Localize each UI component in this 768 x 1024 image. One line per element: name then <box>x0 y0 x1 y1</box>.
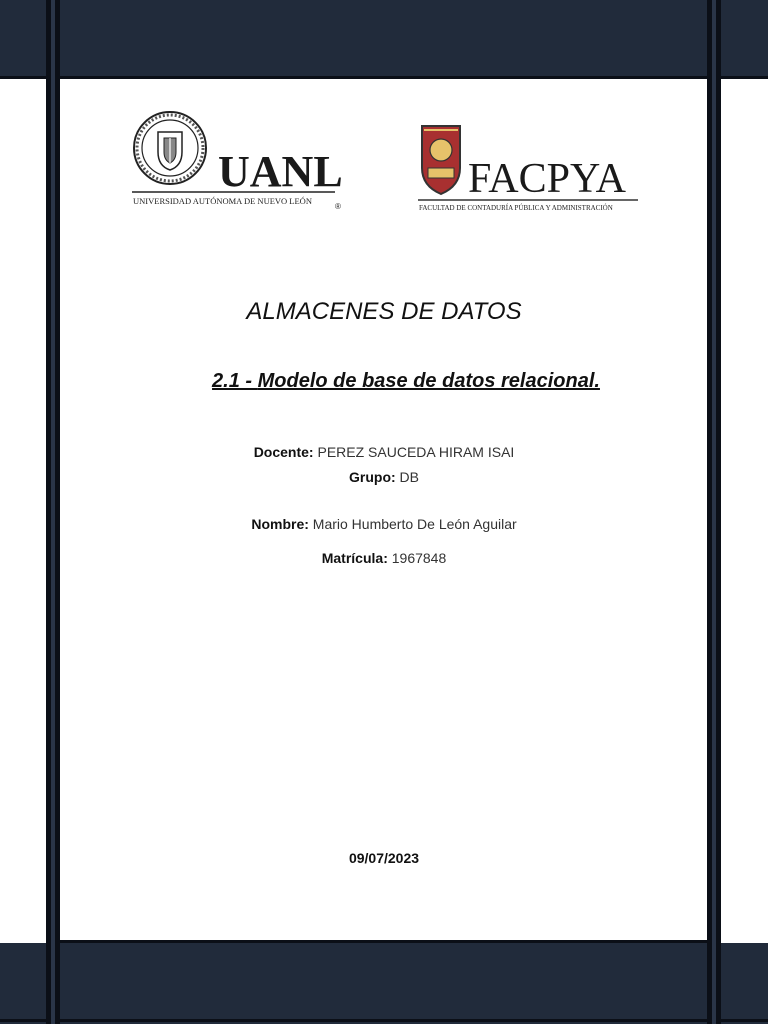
docente-value: PEREZ SAUCEDA HIRAM ISAI <box>317 444 515 460</box>
matricula-label: Matrícula: <box>321 550 388 566</box>
left-frame-bar-inner <box>51 0 55 1024</box>
grupo-value: DB <box>399 469 419 485</box>
grupo-line <box>0 469 768 485</box>
document-date: 09/07/2023 <box>348 850 420 866</box>
svg-text:FACPYA: FACPYA <box>468 156 626 202</box>
top-frame-line <box>0 76 768 79</box>
nombre-label: Nombre: <box>251 516 309 532</box>
svg-text:FACULTAD DE CONTADURÍA PÚBLICA: FACULTAD DE CONTADURÍA PÚBLICA Y ADMINISTRACIÓN <box>419 204 613 212</box>
nombre-value: Mario Humberto De León Aguilar <box>312 516 517 532</box>
uanl-logo <box>130 108 350 218</box>
bottom-frame-band <box>0 943 768 1024</box>
bottom-frame-line <box>0 940 768 943</box>
docente-label: Docente: <box>253 444 314 460</box>
bottom-frame-edge <box>0 1019 768 1022</box>
grupo-label: Grupo: <box>349 469 396 485</box>
top-frame-band <box>0 0 768 76</box>
facpya-logo <box>416 120 644 216</box>
right-margin-strip <box>721 79 768 943</box>
nombre-line <box>0 516 768 532</box>
course-title: ALMACENES DE DATOS <box>246 298 522 325</box>
svg-text:UANL: UANL <box>218 147 343 196</box>
matricula-value: 1967848 <box>391 550 447 566</box>
right-frame-bar-inner <box>712 0 716 1024</box>
svg-text:UNIVERSIDAD AUTÓNOMA DE NUEVO: UNIVERSIDAD AUTÓNOMA DE NUEVO LEÓN <box>133 196 312 206</box>
activity-number: 2.1 - <box>212 370 258 392</box>
activity-name: Modelo de base de datos relacional. <box>257 370 600 392</box>
svg-text:®: ® <box>335 202 341 211</box>
facpya-shield-icon <box>416 120 644 216</box>
uanl-seal-icon <box>130 108 350 218</box>
docente-line <box>0 444 768 460</box>
matricula-line <box>0 550 768 566</box>
activity-title <box>0 370 768 393</box>
left-margin-strip <box>0 79 46 943</box>
